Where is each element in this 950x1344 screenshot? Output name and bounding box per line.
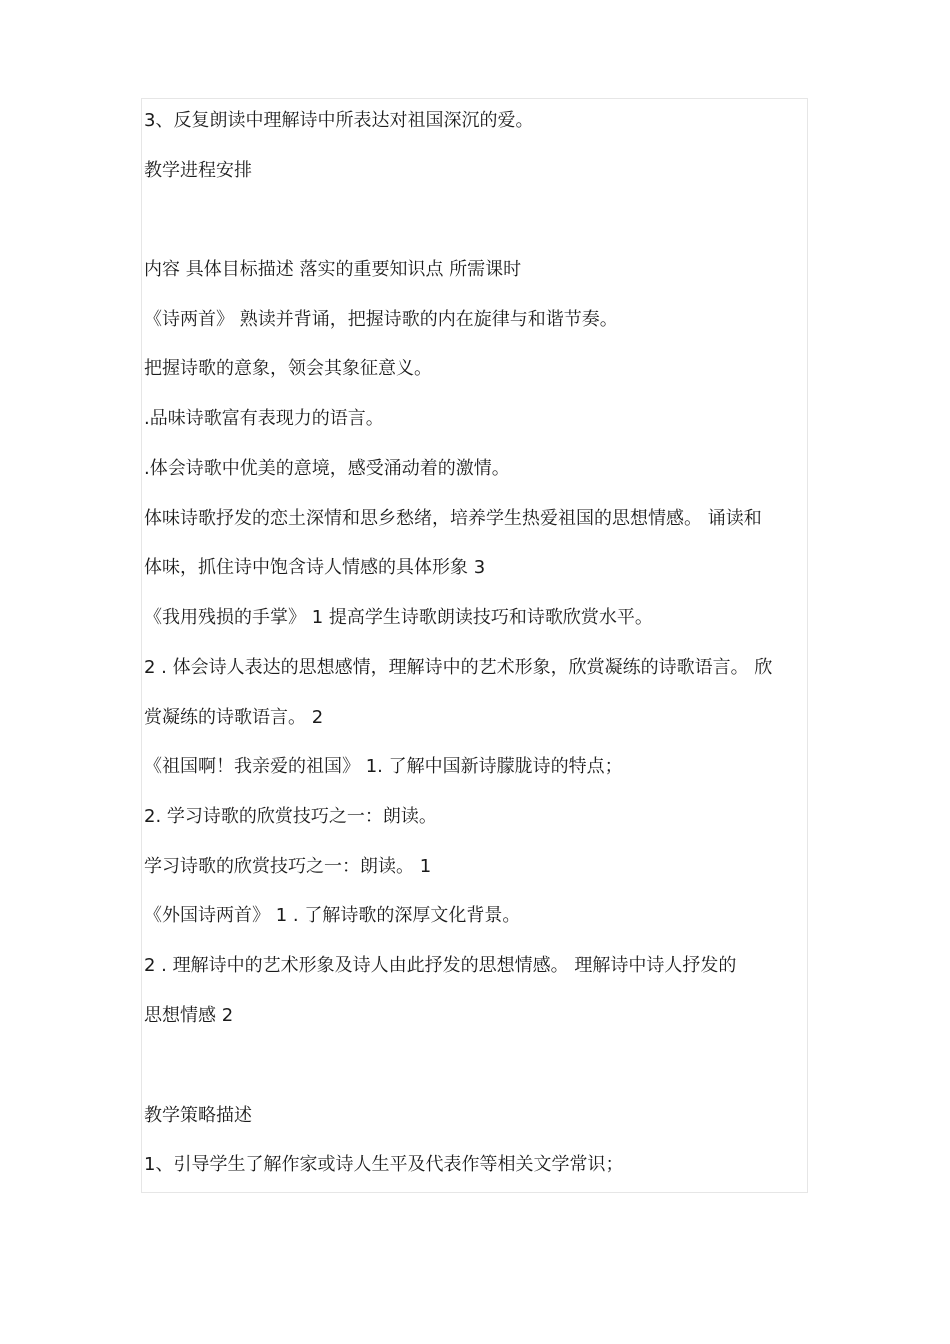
lesson-1-goal-1: 《诗两首》 熟读并背诵，把握诗歌的内在旋律与和谐节奏。 — [144, 309, 618, 330]
lesson-3-goal-1: 《祖国啊！我亲爱的祖国》 1. 了解中国新诗朦胧诗的特点； — [144, 756, 623, 777]
lesson-2-goal-2: 2 . 体会诗人表达的思想感情，理解诗中的艺术形象，欣赏凝练的诗歌语言。 欣 — [144, 657, 773, 678]
lesson-4-goal-1: 《外国诗两首》 1 . 了解诗歌的深厚文化背景。 — [144, 905, 521, 926]
objective-3-text: 3、反复朗读中理解诗中所表达对祖国深沉的爱。 — [144, 110, 534, 131]
lesson-4-keypoint: 思想情感 2 — [144, 1005, 234, 1026]
table-header-row: 内容 具体目标描述 落实的重要知识点 所需课时 — [144, 259, 522, 280]
lesson-3-keypoint: 学习诗歌的欣赏技巧之一：朗读。 1 — [144, 856, 432, 877]
lesson-2-goal-1: 《我用残损的手掌》 1 提高学生诗歌朗读技巧和诗歌欣赏水平。 — [144, 607, 653, 628]
section-heading-teaching-progress: 教学进程安排 — [144, 160, 252, 181]
lesson-1-goal-5: 体味诗歌抒发的恋土深情和思乡愁绪，培养学生热爱祖国的思想情感。 诵读和 — [144, 508, 762, 529]
lesson-1-keypoint: 体味，抓住诗中饱含诗人情感的具体形象 3 — [144, 557, 486, 578]
lesson-1-goal-2: 把握诗歌的意象，领会其象征意义。 — [144, 358, 432, 379]
lesson-4-goal-2: 2 . 理解诗中的艺术形象及诗人由此抒发的思想情感。 理解诗中诗人抒发的 — [144, 955, 737, 976]
lesson-1-goal-4: .体会诗歌中优美的意境，感受涌动着的激情。 — [144, 458, 510, 479]
lesson-1-goal-3: .品味诗歌富有表现力的语言。 — [144, 408, 384, 429]
lesson-3-goal-2: 2. 学习诗歌的欣赏技巧之一：朗读。 — [144, 806, 437, 827]
section-heading-strategy: 教学策略描述 — [144, 1105, 252, 1126]
lesson-2-keypoint: 赏凝练的诗歌语言。 2 — [144, 707, 324, 728]
strategy-item-1: 1、引导学生了解作家或诗人生平及代表作等相关文学常识； — [144, 1154, 624, 1175]
